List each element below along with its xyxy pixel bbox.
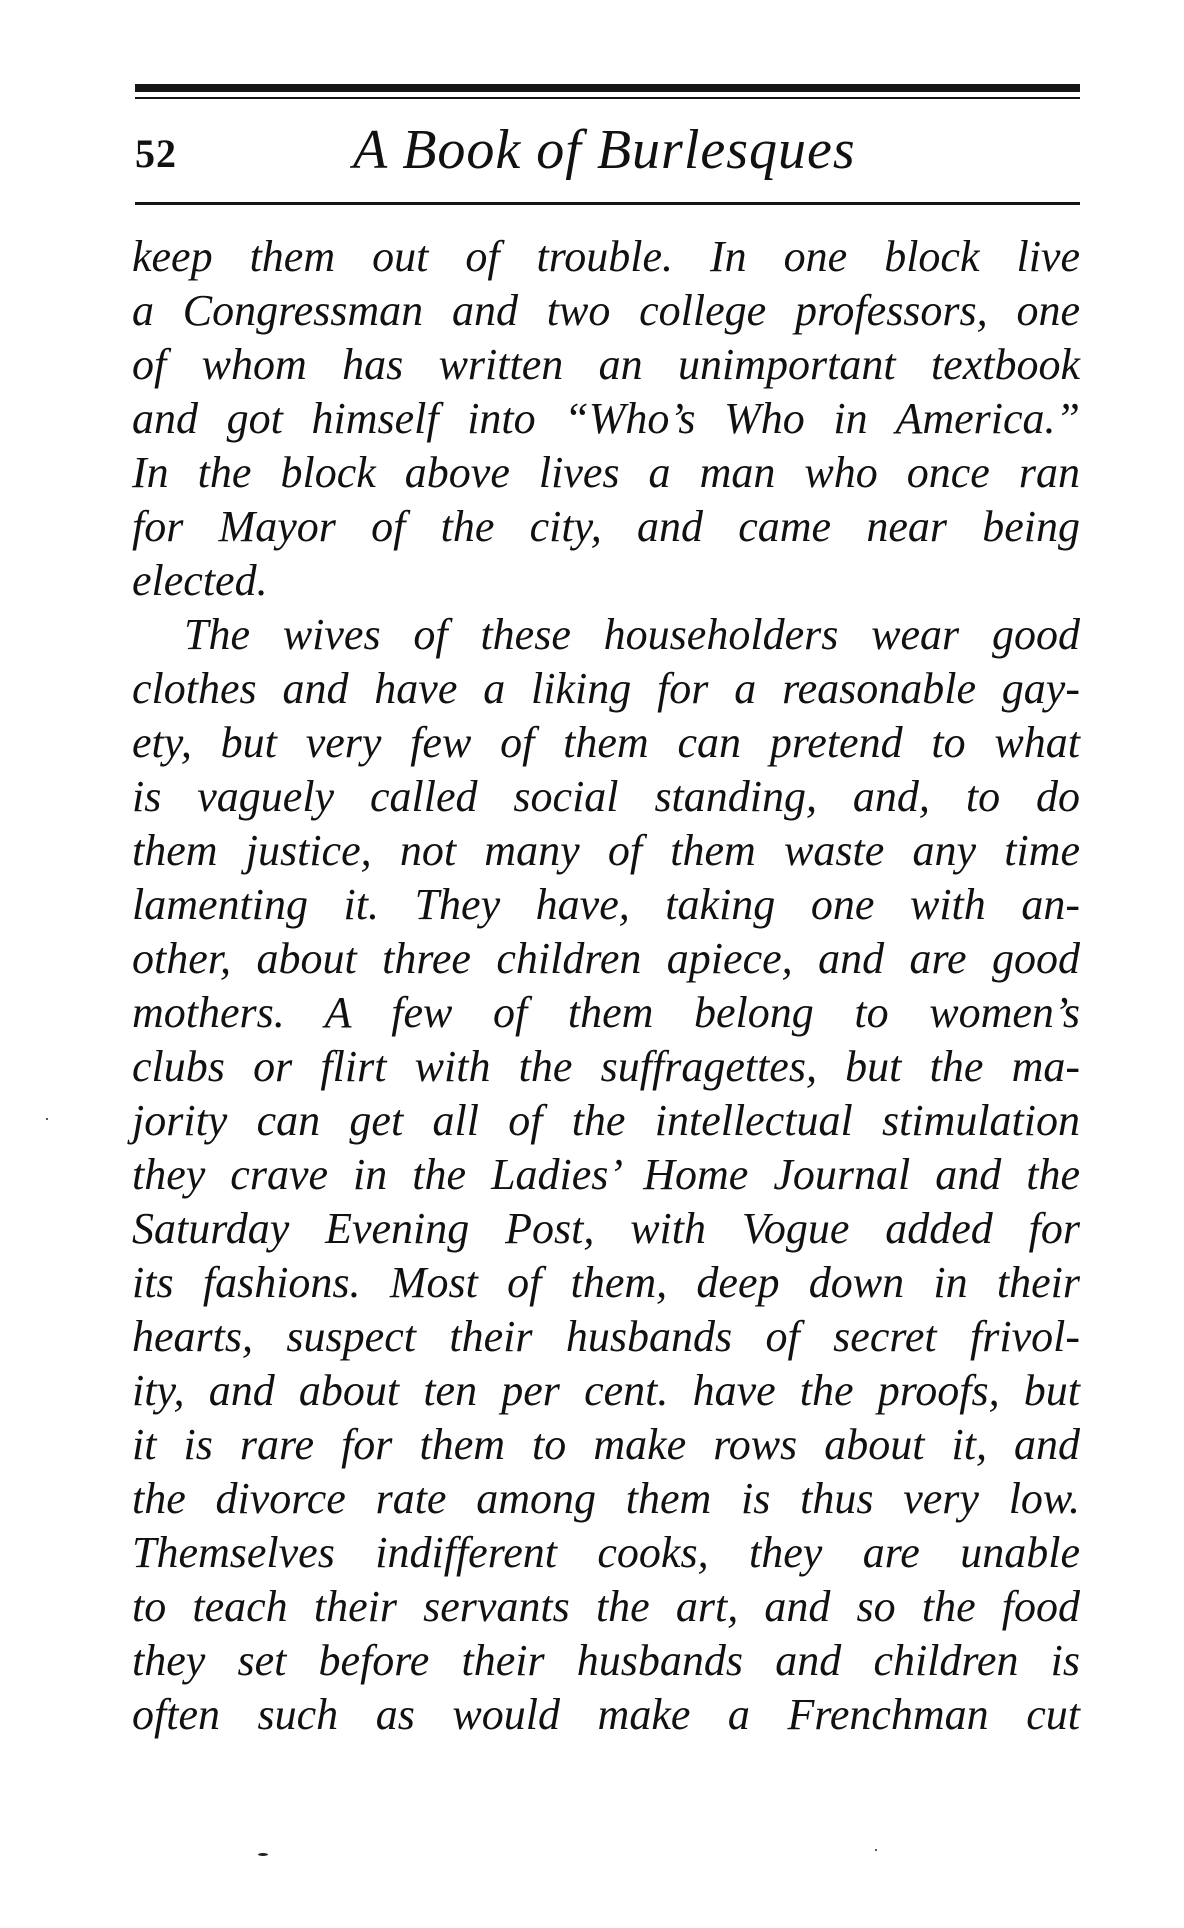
- text-line: hearts, suspect their husbands of secret frivol-: [132, 1312, 1080, 1361]
- text-line: jority can get all of the intellectual stimulation: [132, 1096, 1080, 1145]
- text-line: clothes and have a liking for a reasonable gay-: [132, 664, 1080, 713]
- text-line: to teach their servants the art, and so the food: [132, 1582, 1080, 1631]
- text-line: and got himself into “Who’s Who in America.”: [132, 394, 1080, 443]
- text-line: they set before their husbands and children is: [132, 1636, 1080, 1685]
- paragraph-start-line: The wives of these householders wear good: [184, 610, 1080, 659]
- text-line: clubs or flirt with the suffragettes, but the ma-: [132, 1042, 1080, 1091]
- text-line: often such as would make a Frenchman cut: [132, 1690, 1080, 1739]
- running-title: A Book of Burlesques: [353, 119, 856, 181]
- page-number: 52: [135, 131, 177, 176]
- text-line: a Congressman and two college professors, one: [132, 286, 1080, 335]
- scan-speck: [46, 1118, 48, 1120]
- text-line: of whom has written an unimportant textbook: [132, 340, 1080, 389]
- text-line: keep them out of trouble. In one block live: [132, 232, 1080, 281]
- scan-speck: [258, 1853, 268, 1856]
- text-line: Themselves indifferent cooks, they are unable: [132, 1528, 1080, 1577]
- text-line: other, about three children apiece, and are good: [132, 934, 1080, 983]
- text-line: for Mayor of the city, and came near being: [132, 502, 1080, 551]
- text-line: mothers. A few of them belong to women’s: [132, 988, 1080, 1037]
- text-line: elected.: [132, 556, 268, 605]
- text-line: Saturday Evening Post, with Vogue added for: [132, 1204, 1080, 1253]
- text-line: In the block above lives a man who once ran: [132, 448, 1080, 497]
- text-line: ity, and about ten per cent. have the proofs, but: [132, 1366, 1080, 1415]
- text-line: ety, but very few of them can pretend to what: [132, 718, 1080, 767]
- top-rule-thick: [135, 84, 1080, 92]
- top-rule-thin: [135, 97, 1080, 99]
- text-line: is vaguely called social standing, and, to do: [132, 772, 1080, 821]
- text-line: it is rare for them to make rows about it, and: [132, 1420, 1080, 1469]
- text-line: lamenting it. They have, taking one with an-: [132, 880, 1080, 929]
- text-line: they crave in the Ladies’ Home Journal and the: [132, 1150, 1080, 1199]
- header-rule: [135, 202, 1080, 205]
- text-line: its fashions. Most of them, deep down in their: [132, 1258, 1080, 1307]
- body-text: [132, 230, 1080, 1742]
- text-line: them justice, not many of them waste any time: [132, 826, 1080, 875]
- running-header: [135, 118, 1080, 188]
- text-line: the divorce rate among them is thus very low.: [132, 1474, 1080, 1523]
- scan-speck: [875, 1849, 877, 1851]
